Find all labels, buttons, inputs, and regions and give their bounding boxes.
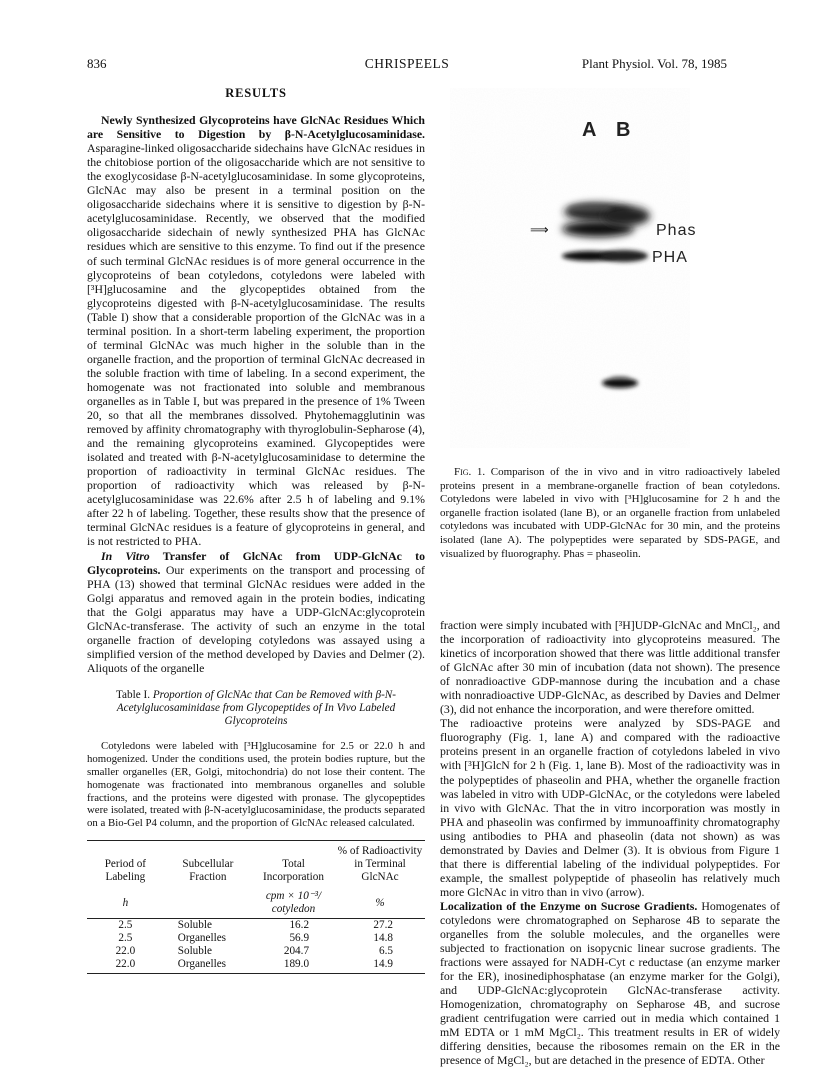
section2-paragraph bbox=[87, 549, 425, 675]
table1-col-incorporation: Total Incorporation bbox=[263, 858, 324, 884]
results-heading: RESULTS bbox=[225, 86, 287, 100]
table-cell: 22.0 bbox=[87, 958, 164, 974]
band-label-pha: PHA bbox=[652, 249, 688, 266]
table1-note-text: Cotyledons were labeled with [³H]glucosamine for 2.5 or 22.0 h and homogenized. Under the conditions used, the protein bodies rupture, but the smaller organelles (ER, Golgi, mitochondria) do not lose their content. The homogenate was fractionated into membranous organelles and soluble fractions, and the proteins were digested with pronase. The glycopeptides were isolated, treated with β-N-acetylglucosaminidase, the products separated on a Bio-Gel P4 column, and the proportion of GlcNAc released calculated. bbox=[87, 739, 425, 830]
table-cell: 14.8 bbox=[373, 932, 393, 945]
table1-caption-text: Proportion of GlcNAc that Can be Removed with β-N-Acetylglucosaminidase from Glycopeptides of In Vivo Labeled Glycoproteins bbox=[116, 688, 396, 727]
page-number: 836 bbox=[87, 56, 107, 71]
band bbox=[600, 250, 648, 262]
section1-body: Asparagine-linked oligosaccharide sidechains have GlcNAc residues in the chitobiose portion of the oligosaccharide which are not sensitive to the exoglycosidase β-N-acetylglucosaminidase. In some glycoproteins, GlcNAc may also be present in a terminal position on the oligosaccharide sidechains where it is sensitive to digestion by β-N-acetylglucosaminidase. Recently, we observed that the modified oligosaccharide sidechain of newly synthesized PHA has GlcNAc residues which are sensitive to this enzyme. To find out if the presence of such terminal GlcNAc residues is of more general occurrence in the glycoproteins of bean cotyledons, cotyledons were labeled with [³H]glucosamine and the glycopeptides obtained from the glycoproteins digested with β-N-acetylglucosaminidase. The results (Table I) show that a considerable proportion of the GlcNAc was in a terminal position. In a short-term labeling experiment, the proportion of terminal GlcNAc was much higher in the soluble than in the organelle fraction, and the proportion of terminal GlcNAc decreased in the soluble fraction with time of labeling. In a second experiment, the homogenate was not fractionated into soluble and membranous organelles as in Table I, but was prepared in the presence of 1% Tween 20, so that all the membranes dissolved. Phytohemagglutinin was removed by affinity chromatography with thyroglobulin-Sepharose (4), and the remaining glycoproteins examined. Glycopeptides were isolated and treated with β-N-acetylglucosaminidase to determine the proportion of radioactivity in terminal GlcNAc residues. The proportion of radioactivity which was released by β-N-acetylglucosaminidase was 22.6% after 2.5 h of labeling and 9.1% after 22 h of labeling. Together, these results show that the presence of terminal GlcNAc residues is a feature of glycoproteins in general, and is not restricted to PHA. bbox=[87, 141, 425, 549]
right-column bbox=[440, 618, 780, 1068]
table1-unit-period: h bbox=[87, 884, 164, 919]
small-band-shadow bbox=[610, 376, 630, 380]
figure1-caption-text: Comparison of the in vivo and in vitro radioactively labeled proteins present in a membrane-organelle fraction of bean cotyledons. Cotyledons were labeled in vivo with [³H]glucosamine for 2 h and the organelle fraction isolated (lane B), or an organelle fraction from unlabeled cotyledons was incubated with UDP-GlcNAc for 30 min, and the proteins isolated (lane A). The polypeptides were separated by SDS-PAGE, and visualized by fluorography. Phas = phaseolin. bbox=[440, 466, 780, 560]
section2-heading: Transfer of GlcNAc from UDP-GlcNAc to Glycoproteins. bbox=[87, 548, 425, 577]
table-cell: Organelles bbox=[164, 958, 252, 974]
figure1-caption bbox=[440, 466, 780, 561]
table-cell: Organelles bbox=[177, 932, 227, 945]
table-cell: 56.9 bbox=[289, 932, 310, 945]
table-row bbox=[87, 932, 425, 945]
table1-header-row bbox=[87, 841, 425, 885]
table-cell: 204.7 bbox=[283, 945, 310, 958]
section2-body: Our experiments on the transport and processing of PHA (13) showed that terminal GlcNAc residues were added in the Golgi apparatus and removed again in the protein bodies, indicating that the Golgi apparatus may have a UDP-GlcNAc:glycoprotein GlcNAc-transferase. The activity of such an enzyme in the total organelle fraction of developing cotyledons was assayed using a simplified version of the method developed by Davies and Delmer (2). Aliquots of the organelle bbox=[87, 562, 425, 675]
running-author: CHRISPEELS bbox=[364, 56, 450, 71]
table-cell: 6.5 bbox=[379, 945, 393, 958]
table-row bbox=[87, 919, 425, 933]
pha-bands bbox=[562, 250, 648, 262]
table1-unit-terminal: % bbox=[335, 884, 425, 919]
section3-paragraph bbox=[440, 899, 780, 1068]
arrow-icon: ⟹ bbox=[530, 223, 549, 238]
table1-caption-label: Table I. bbox=[116, 688, 151, 701]
band-label-phas: Phas bbox=[656, 222, 697, 239]
lane-a-label: A bbox=[582, 119, 597, 141]
table1-col-terminal: % of Radioactivity in Terminal GlcNAc bbox=[337, 845, 423, 884]
table-cell: 189.0 bbox=[252, 958, 335, 974]
table-row bbox=[87, 945, 425, 958]
table1-col-period: Period of Labeling bbox=[104, 858, 147, 884]
table-cell: 27.2 bbox=[373, 919, 393, 932]
table1-note bbox=[87, 740, 425, 830]
left-column bbox=[87, 86, 425, 974]
right-paragraph-1: fraction were simply incubated with [³H]UDP-GlcNAc and MnCl₂, and the incorporation of radioactivity into glycoproteins measured. The kinetics of incorporation showed that there was little additional transfer of GlcNAc after 30 min of incubation (data not shown). The presence of nonradioactive GDP-mannose during the incubation and a chase with nonradioactive UDP-GlcNAc, as described by Davies and Delmer (3), did not enhance the incorporation, and were therefore omitted. bbox=[440, 618, 780, 717]
lane-b-label: B bbox=[616, 119, 631, 141]
table-cell: Soluble bbox=[177, 919, 212, 932]
table-row bbox=[87, 958, 425, 974]
table1-caption bbox=[87, 689, 425, 728]
table-cell: 14.9 bbox=[335, 958, 425, 974]
table-cell: 22.0 bbox=[115, 945, 136, 958]
table1-col-fraction: Subcellular Fraction bbox=[182, 858, 234, 884]
journal-citation: Plant Physiol. Vol. 78, 1985 bbox=[581, 56, 727, 71]
table-cell: 2.5 bbox=[118, 932, 133, 945]
gel-image bbox=[440, 88, 780, 448]
page-header bbox=[87, 56, 727, 74]
table-cell: 2.5 bbox=[118, 919, 133, 932]
figure1-caption-label: Fig. 1. bbox=[454, 466, 486, 478]
table1-units-row bbox=[87, 884, 425, 919]
section3-body: Homogenates of cotyledons were chromatographed on Sepharose 4B to separate the organelles from the soluble molecules, and the organelles were subjected to fractionation on isopycnic linear sucrose gradients. The fractions were assayed for NADH-Cyt c reductase (an enzyme marker for the ER), inosinediphosphatase (an enzyme marker for the Golgi), and UDP-GlcNAc:glycoprotein GlcNAc-transferase activity. Homogenization, chromatography on Sepharose 4B, and sucrose gradient centrifugation were carried out in media which contained 1 mM EDTA or 1 mM MgCl₂. This treatment results in ER of widely differing densities, because the ribosomes remain on the ER in the presence of MgCl₂, but are detached in the presence of EDTA. Other bbox=[440, 898, 780, 1068]
section2-heading-italic: In Vitro bbox=[101, 548, 150, 563]
right-paragraph-2: The radioactive proteins were analyzed by SDS-PAGE and fluorography (Fig. 1, lane A) and compared with the radioactive proteins present in an organelle fraction of cotyledons labeled in vivo with [³H]GlcN for 2 h (Fig. 1, lane B). Most of the radioactivity was in the polypeptides of phaseolin and PHA, whether the organelle fraction was labeled in vitro with UDP-GlcNAc, or the cotyledons were labeled in vivo with GlcNAc. That the in vitro incorporation was mostly in PHA and phaseolin was confirmed by immunoaffinity chromatography using antibodies to PHA and phaseolin (data not shown) as was demonstrated by Davies and Delmer (3). It is obvious from Figure 1 that there is differential labeling of the individual polypeptides. For example, the smallest polypeptide of phaseolin has relatively much more GlcNAc in vitro than in vivo (arrow). bbox=[440, 716, 780, 899]
table1 bbox=[87, 840, 425, 974]
table-cell: 16.2 bbox=[289, 919, 310, 932]
table1-unit-incorporation: cpm × 10⁻³/ cotyledon bbox=[252, 884, 335, 919]
section1-heading: Newly Synthesized Glycoproteins have GlcNAc Residues Which are Sensitive to Digestion by β-N-Acetylglucosaminidase. bbox=[87, 113, 425, 142]
table-cell: Soluble bbox=[177, 945, 212, 958]
table1-unit-fraction bbox=[164, 884, 252, 919]
section1-paragraph bbox=[87, 113, 425, 548]
figure1-fluorograph bbox=[440, 88, 780, 448]
section3-heading: Localization of the Enzyme on Sucrose Gradients. bbox=[440, 898, 698, 913]
band bbox=[568, 203, 612, 213]
